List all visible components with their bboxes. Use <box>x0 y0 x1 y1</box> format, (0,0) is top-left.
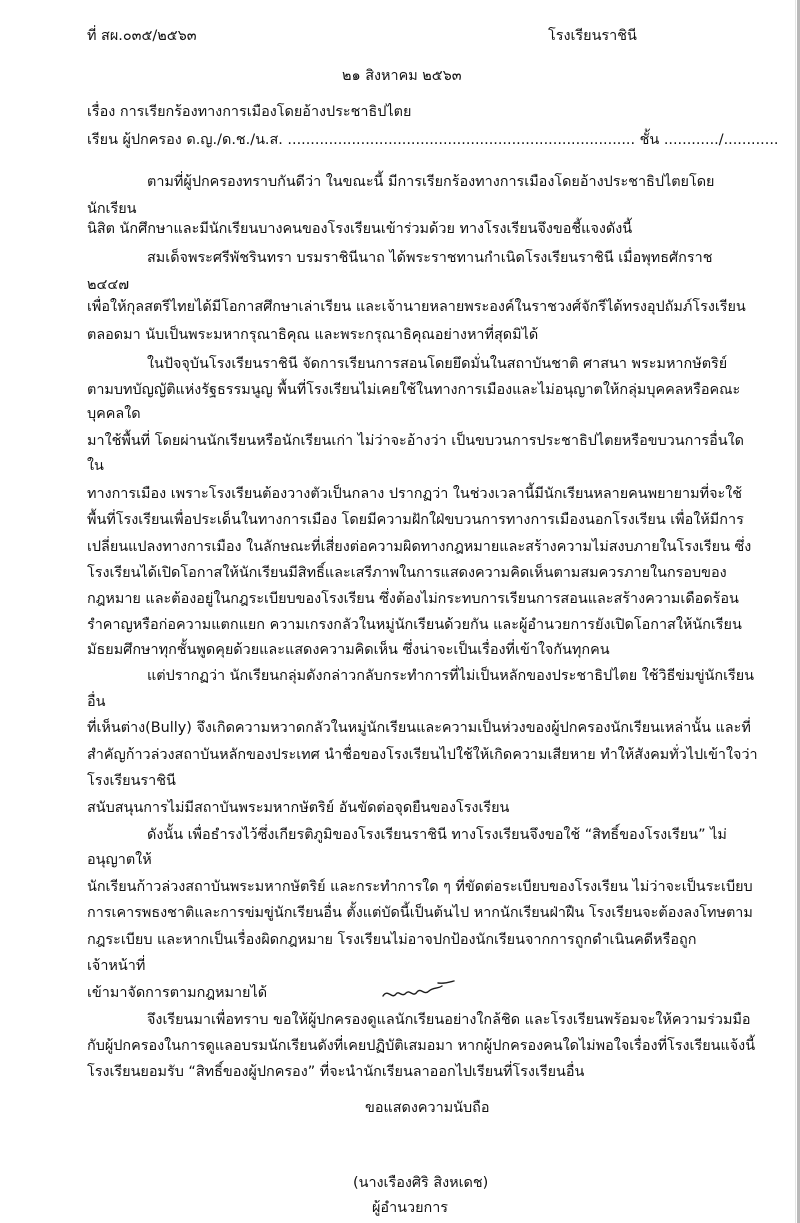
body-line: จึงเรียนมาเพื่อทราบ ขอให้ผู้ปกครองดูแลนักเรียนอย่างใกล้ชิด และโรงเรียนพร้อมจะให้ความร่วมมือ <box>147 1012 751 1028</box>
body-line: โรงเรียนได้เปิดโอกาสให้นักเรียนมีสิทธิ์และเสรีภาพในการแสดงความคิดเห็นตามสมควรภายในกรอบของ <box>87 565 727 581</box>
body-line: บุคคลใด <box>87 406 141 422</box>
page-edge-line <box>795 0 796 1223</box>
body-line: นักเรียนก้าวล่วงสถาบันพระมหากษัตริย์ และกระทำการใด ๆ ที่ขัดต่อระเบียบของโรงเรียน ไม่ว่าจะเป็นระเบียบ <box>87 879 753 895</box>
body-line: ๒๔๔๗ <box>87 277 130 293</box>
body-line: นิสิต นักศึกษาและมีนักเรียนบางคนของโรงเรียนเข้าร่วมด้วย ทางโรงเรียนจึงขอชี้แจงดังนี้ <box>87 221 633 237</box>
body-line: มาใช้พื้นที่ โดยผ่านนักเรียนหรือนักเรียนเก่า ไม่ว่าจะอ้างว่า เป็นขบวนการประชาธิปไตยหรือขบวนการอื่นใด <box>87 433 745 449</box>
body-line: พื้นที่โรงเรียนเพื่อประเด็นในทางการเมือง โดยมีความฝักใฝ่ขบวนการทางการเมืองนอกโรงเรียน เพื่อให้มีการ <box>87 512 744 528</box>
signer-name: (นางเรืองศิริ สิงหเดช) <box>353 1175 489 1191</box>
body-line: ในปัจจุบันโรงเรียนราชินี จัดการเรียนการสอนโดยยึดมั่นในสถาบันชาติ ศาสนา พระมหากษัตริย์ <box>147 356 728 372</box>
body-line: เข้ามาจัดการตามกฎหมายได้ <box>87 985 268 1001</box>
body-line: ใน <box>87 458 104 474</box>
body-line: แต่ปรากฏว่า นักเรียนกลุ่มดังกล่าวกลับกระทำการที่ไม่เป็นหลักของประชาธิปไตย ใช้วิธีข่มขู่นักเรียน <box>147 668 755 684</box>
body-line: สนับสนุนการไม่มีสถาบันพระมหากษัตริย์ อันขัดต่อจุดยืนของโรงเรียน <box>87 800 510 816</box>
body-line: ตามที่ผู้ปกครองทราบกันดีว่า ในขณะนี้ มีการเรียกร้องทางการเมืองโดยอ้างประชาธิปไตยโดย <box>147 174 715 190</box>
recipient-line: เรียน ผู้ปกครอง ด.ญ./ด.ช./น.ส. ............................................................................ ชั้น ............/............ <box>87 132 779 148</box>
body-line: มัธยมศึกษาทุกชั้นพูดคุยด้วยและแสดงความคิดเห็น ซึ่งน่าจะเป็นเรื่องที่เข้าใจกันทุกคน <box>87 642 610 658</box>
document-date: ๒๑ สิงหาคม ๒๕๖๓ <box>342 68 462 84</box>
body-line: อื่น <box>87 694 106 710</box>
body-line: ที่เห็นต่าง(Bully) จึงเกิดความหวาดกลัวในหมู่นักเรียนและความเป็นห่วงของผู้ปกครองนักเรียนเหล่านั้น และที่ <box>87 720 751 736</box>
body-line: ตามบทบัญญัติแห่งรัฐธรรมนูญ พื้นที่โรงเรียนไม่เคยใช้ในทางการเมืองและไม่อนุญาตให้กลุ่มบุคคลหรือคณะ <box>87 382 741 398</box>
school-name: โรงเรียนราชินี <box>548 28 637 44</box>
document-number: ที่ สผ.๐๓๕/๒๕๖๓ <box>87 28 197 44</box>
handwritten-signature <box>380 980 460 1010</box>
closing-salutation: ขอแสดงความนับถือ <box>365 1100 490 1116</box>
body-line: กับผู้ปกครองในการดูแลอบรมนักเรียนดังที่เคยปฏิบัติเสมอมา หากผู้ปกครองคนใดไม่พอใจเรื่องที่โรงเรียนแจ้งนี้ <box>87 1038 756 1054</box>
signer-title: ผู้อำนวยการ <box>372 1200 449 1216</box>
signature-icon <box>380 980 460 1006</box>
body-line: เพื่อให้กุลสตรีไทยได้มีโอกาสศึกษาเล่าเรียน และเจ้านายหลายพระองค์ในราชวงศ์จักรีได้ทรงอุปถัมภ์โรงเรียน <box>87 299 746 315</box>
body-line: ตลอดมา นับเป็นพระมหากรุณาธิคุณ และพระกรุณาธิคุณอย่างหาที่สุดมิได้ <box>87 327 539 343</box>
body-line: โรงเรียนราชินี <box>87 773 176 789</box>
body-line: อนุญาตให้ <box>87 852 152 868</box>
body-line: นักเรียน <box>87 201 137 217</box>
body-line: เปลี่ยนแปลงทางการเมือง ในลักษณะที่เสี่ยงต่อความผิดทางกฎหมายและสร้างความไม่สงบภายในโรงเรียน ซึ่ง <box>87 539 752 555</box>
body-line: สมเด็จพระศรีพัชรินทรา บรมราชินีนาถ ได้พระราชทานกำเนิดโรงเรียนราชินี เมื่อพุทธศักราช <box>147 250 713 266</box>
subject-line: เรื่อง การเรียกร้องทางการเมืองโดยอ้างประชาธิปไตย <box>87 104 412 120</box>
body-line: เจ้าหน้าที่ <box>87 958 146 974</box>
body-line: สำคัญก้าวล่วงสถาบันหลักของประเทศ นำชื่อของโรงเรียนไปใช้ให้เกิดความเสียหาย ทำให้สังคมทั่วไปเข้าใจว่า <box>87 747 758 763</box>
body-line: กฎหมาย และต้องอยู่ในกฎระเบียบของโรงเรียน ซึ่งต้องไม่กระทบการเรียนการสอนและสร้างความเดือดร้อน <box>87 591 739 607</box>
body-line: ทางการเมือง เพราะโรงเรียนต้องวางตัวเป็นกลาง ปรากฏว่า ในช่วงเวลานี้มีนักเรียนหลายคนพยายามที่จะใช้ <box>87 486 743 502</box>
body-line: โรงเรียนยอมรับ “สิทธิ์ของผู้ปกครอง” ที่จะนำนักเรียนลาออกไปเรียนที่โรงเรียนอื่น <box>87 1064 585 1080</box>
body-line: กฎระเบียบ และหากเป็นเรื่องผิดกฎหมาย โรงเรียนไม่อาจปกป้องนักเรียนจากการถูกดำเนินคดีหรือถูก <box>87 932 697 948</box>
body-line: การเคารพธงชาติและการข่มขู่นักเรียนอื่น ตั้งแต่บัดนี้เป็นต้นไป หากนักเรียนฝ่าฝืน โรงเรียนจะต้องลงโทษตาม <box>87 905 753 921</box>
body-line: ดังนั้น เพื่อธำรงไว้ซึ่งเกียรติภูมิของโรงเรียนราชินี ทางโรงเรียนจึงขอใช้ “สิทธิ์ของโรงเรียน” ไม่ <box>147 827 727 843</box>
body-line: รำคาญหรือก่อความแตกแยก ความเกรงกลัวในหมู่นักเรียนด้วยกัน และผู้อำนวยการยังเปิดโอกาสให้นักเรียน <box>87 617 742 633</box>
